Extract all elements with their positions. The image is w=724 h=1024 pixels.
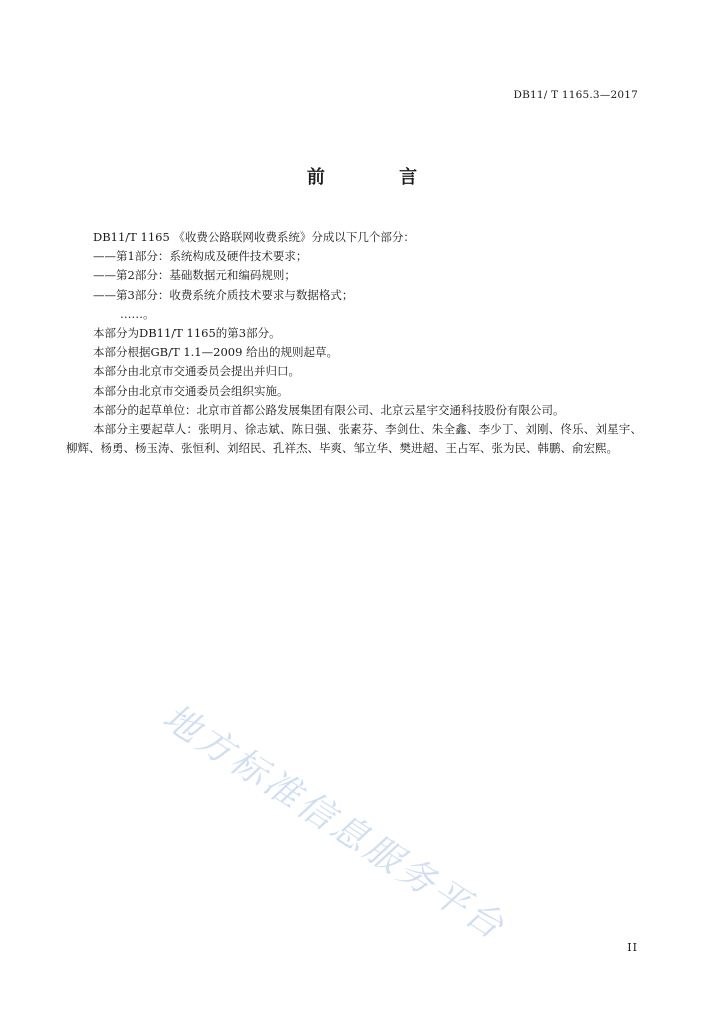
list-item-part3: ——第3部分：收费系统介质技术要求与数据格式；: [93, 287, 354, 302]
document-body: [66, 228, 642, 458]
paragraph-drafters: 本部分主要起草人：张明月、徐志斌、陈日强、张素芬、李剑仕、朱全鑫、李少丁、刘刚、佟乐、刘星宇、柳辉、杨勇、杨玉涛、张恒利、刘绍民、孔祥杰、毕爽、邹立华、樊进超、王占军、张为民、韩鹏、俞宏熙。: [66, 422, 642, 456]
paragraph-proposer: 本部分由北京市交通委员会提出并归口。: [93, 364, 300, 379]
page-number: II: [627, 941, 638, 954]
watermark: 地方标准信息服务平台: [155, 696, 514, 949]
list-item-part1: ——第1部分：系统构成及硬件技术要求；: [93, 249, 308, 264]
standard-code: DB11/ T 1165.3—2017: [513, 89, 638, 101]
list-item-ellipsis: ……。: [120, 306, 155, 321]
list-item-part2: ——第2部分：基础数据元和编码规则；: [93, 268, 296, 283]
paragraph-drafting-units: 本部分的起草单位：北京市首都公路发展集团有限公司、北京云星宇交通科技股份有限公司。: [93, 402, 565, 417]
paragraph-scope: 本部分为DB11/T 1165的第3部分。: [93, 326, 281, 341]
paragraph-implementer: 本部分由北京市交通委员会组织实施。: [93, 383, 289, 398]
page-title: 前 言: [306, 167, 452, 188]
paragraph-intro: DB11/T 1165 《收费公路联网收费系统》分成以下几个部分：: [93, 230, 415, 244]
paragraph-rules: 本部分根据GB/T 1.1—2009 给出的规则起草。: [93, 345, 339, 360]
